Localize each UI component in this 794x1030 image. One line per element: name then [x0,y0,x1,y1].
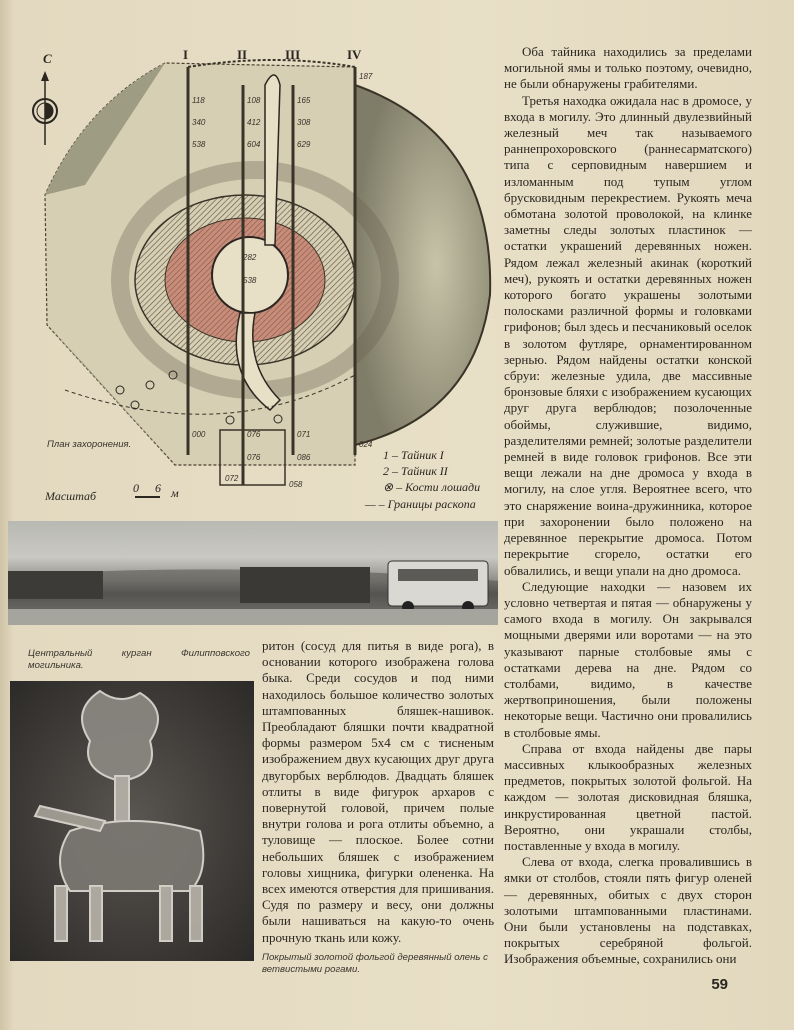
gold-deer-figure-photo [10,681,254,961]
landscape-photo-caption: Центральный курган Филипповского могильника. [28,648,250,671]
paragraph: Справа от входа найдены две пары массивных клыкообразных железных предметов, покрытых золотой фольгой. На каждом — золотая дисковидная бляшка, инкрустированная цветной пастой. Вероятно, они украшали столбы, поставленные у входа в могилу. [504,740,752,853]
compass-north-icon [33,51,57,145]
paragraph: ритон (сосуд для питья в виде рога), в основании которого изображена голова быка. Среди сосудов и под ними находилось большое количество золотых штампованных бляшек-нашивок. Преобладают бляшки почти квадратной формы размером 5х4 см с тисненым изображением двух кусающих друг друга двугорбых верблюдов. Двадцать бляшек отлиты в виде фигурок архаров с повернутой головой, причем полые внутри голова и рога отлиты объемно, а туловище — плоское. Более сотни небольших бляшек с изображением головы хищника, фигурки олененка. На всех имеются отверстия для пришивания. Судя по размеру и весу, они должны были нашиваться на какую-то очень прочную ткань или кожу. [262,638,494,945]
right-text-column [504,44,752,994]
svg-text:629: 629 [297,140,311,149]
svg-text:000: 000 [192,430,206,439]
svg-text:2 – Тайник II: 2 – Тайник II [383,464,448,478]
middle-text-column [262,638,494,976]
svg-text:⊗ – Кости лошади: ⊗ – Кости лошади [383,480,481,494]
svg-text:Масштаб: Масштаб [45,489,97,503]
plan-legend [364,448,480,511]
svg-text:III: III [285,47,301,62]
svg-text:282: 282 [243,253,257,262]
burial-plan-drawing [25,45,495,515]
page-number: 59 [711,975,728,993]
paragraph: Третья находка ожидала нас в дромосе, у входа в могилу. Это длинный двулезвийный железный меч так называемого раннепрохоровского (раннесарматского) типа с серповидным навершием и изломанным под тупым углом брусковидным перекрестием. Рукоять меча обмотана золотой проволокой, на клинке заметны следы золотых пластинок — остатки украшений деревянных ножен. Рядом лежал железный акинак (короткий меч), рукоять и остатки деревянных ножен которого богато украшены золотыми полосками различной формы и головками грифонов; был здесь и песчаниковый оселок в золотом футляре, орнаментированном зернью. Рядом найдены остатки конской сбруи: железные удила, две массивные бронзовые бляхи с изображением кусающих друг друга верблюдов; позолоченные обоймы, служившие, видимо, разделителями ремней; золотые разделители ремней в виде головок грифонов. Все эти вещи лежали на дне дромоса у входа в могилу, на слое угля. Вероятнее всего, что это снаряжение воина-дружинника, которое при захоронении было положено на деревянное перекрытие дромоса. Потом перекрытие сгорело, остатки его обвалились, и вещи упали на дно дромоса. [504,92,752,578]
svg-text:308: 308 [297,118,311,127]
svg-text:118: 118 [192,96,205,105]
paragraph: Оба тайника находились за пределами могильной ямы и только поэтому, очевидно, не были обнаружены грабителями. [504,44,752,92]
svg-text:072: 072 [225,474,239,483]
paragraph: Слева от входа, слегка провалившись в ямки от столбов, стояли пять фигур оленей — деревянных, обитых с двух сторон золотыми штампованными пластинами. Они были установлены на подставках, покрытых серебряной фольгой. Изображения объемные, сохранились они [504,854,752,967]
svg-text:604: 604 [247,140,261,149]
svg-text:071: 071 [297,430,311,439]
scale-bar [44,481,179,503]
svg-text:024: 024 [359,440,373,449]
svg-text:IV: IV [347,47,362,62]
svg-text:м: м [171,486,179,500]
svg-text:II: II [237,47,248,62]
svg-text:058: 058 [289,480,303,489]
svg-text:0: 0 [133,481,139,495]
svg-text:165: 165 [297,96,311,105]
svg-text:076: 076 [247,430,261,439]
paragraph: Следующие находки — назовем их условно четвертая и пятая — обнаружены у самого входа в могилу. Он закрывался мощными дверями или воротами — на это указывают парные столбовые ямы с остатками дерева на дне. Рядом со столбами, видимо, в качестве жертвоприношения, были положены некоторые вещи. Частично они провалились в столбовые ямы. [504,578,752,740]
svg-text:538: 538 [243,276,257,285]
svg-text:I: I [183,47,189,62]
plan-caption: План захоронения. [47,439,132,450]
svg-text:340: 340 [192,118,206,127]
svg-text:187: 187 [359,72,373,81]
svg-text:— – Границы раскопа: — – Границы раскопа [365,497,476,511]
svg-text:С: С [43,51,52,66]
svg-text:076: 076 [247,453,261,462]
deer-photo-caption: Покрытый золотой фольгой деревянный олень с ветвистыми рогами. [262,951,488,975]
svg-text:108: 108 [247,96,261,105]
svg-text:6: 6 [155,481,161,495]
svg-text:412: 412 [247,118,261,127]
kurgan-landscape-photo [8,521,498,625]
svg-text:086: 086 [297,453,311,462]
svg-text:538: 538 [192,140,206,149]
svg-text:1 – Тайник I: 1 – Тайник I [383,448,444,462]
